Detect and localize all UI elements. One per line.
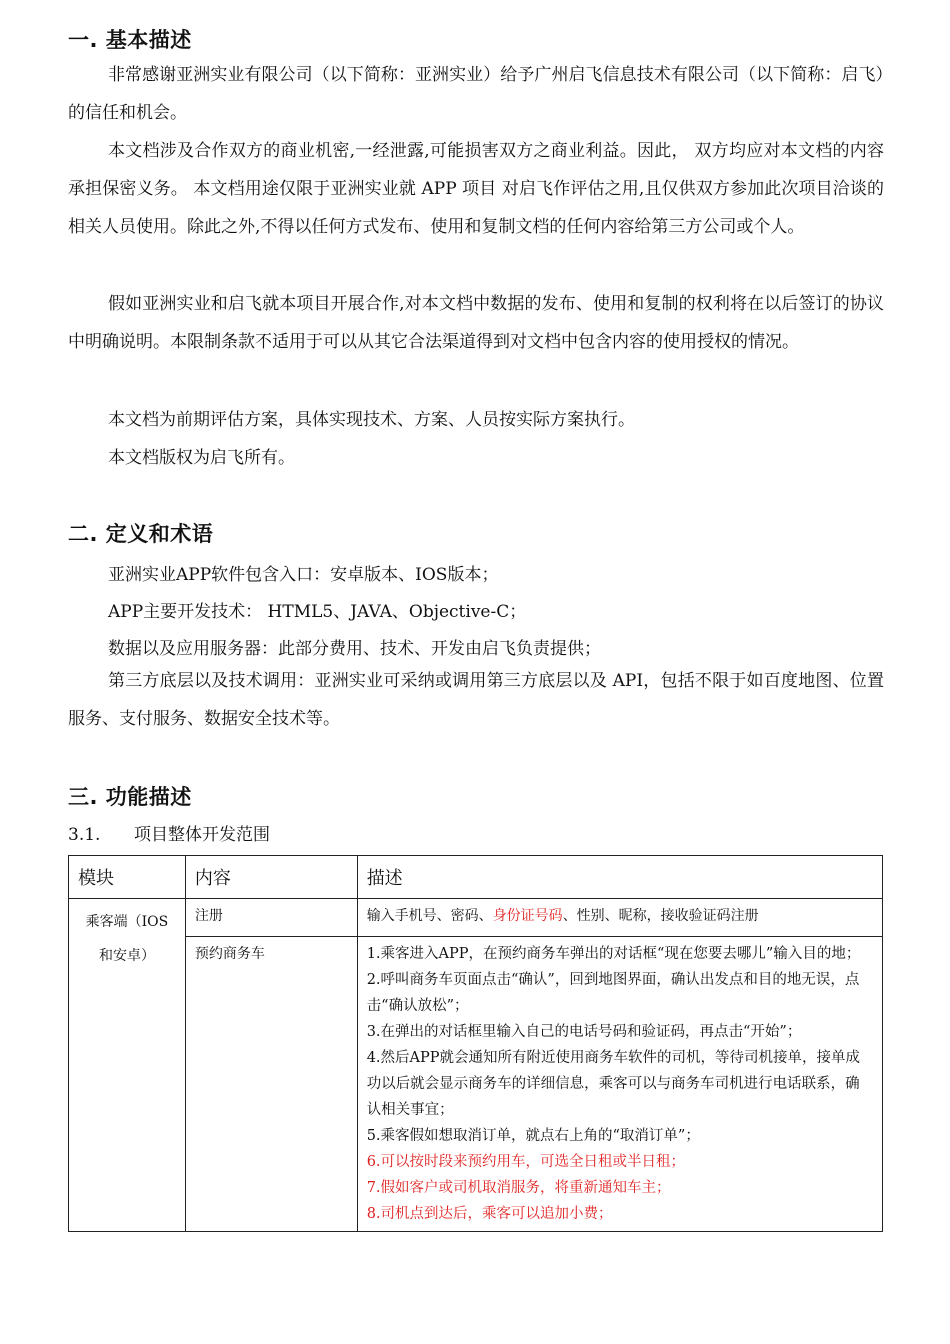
section1-para-4: 本文档为前期评估方案，具体实现技术、方案、人员按实际方案执行。 — [108, 410, 635, 430]
section3-heading: 三. 功能描述 — [68, 785, 192, 809]
term-line-3: 数据以及应用服务器：此部分费用、技术、开发由启飞负责提供； — [108, 639, 601, 659]
step-5: 5.乘客假如想取消订单，就点右上角的“取消订单”； — [366, 1128, 700, 1144]
step-6: 6.可以按时段来预约用车，可选全日租或半日租； — [366, 1154, 686, 1170]
section1-heading: 一. 基本描述 — [68, 28, 192, 52]
section1-para-2: 本文档涉及合作双方的商业机密,一经泄露,可能损害双方之商业利益。因此， 双方均应对本文档的内容承担保密义务。 本文档用途仅限于亚洲实业就 APP 项目 对启飞作评估之用,且仅供双方参加此次项目洽谈的相关人员使用。除此之外,不得以任何方式发布、使用和复制文档的任何内容给第三方公司或个人。 — [68, 141, 884, 237]
section1-para-1: 非常感谢亚洲实业有限公司（以下简称：亚洲实业）给予广州启飞信息技术有限公司（以下简称：启飞）的信任和机会。 — [68, 65, 884, 123]
description-cell-register — [357, 899, 882, 937]
term-line-1: 亚洲实业APP软件包含入口：安卓版本、IOS版本； — [108, 565, 499, 585]
table-header-row — [69, 856, 883, 899]
content-cell-booking: 预约商务车 — [185, 937, 357, 1232]
header-description: 描述 — [357, 856, 882, 899]
step-2: 2.呼叫商务车页面点击“确认”，回到地图界面，确认出发点和目的地无误，点击“确认放松”； — [366, 972, 860, 1014]
step-4: 4.然后APP就会通知所有附近使用商务车软件的司机，等待司机接单，接单成功以后就会显示商务车的详细信息，乘客可以与商务车司机进行电话联系，确认相关事宜； — [366, 1050, 861, 1118]
content-cell-register: 注册 — [185, 899, 357, 937]
subsection-label: 项目整体开发范围 — [134, 825, 270, 845]
module-line-1: 乘客端（IOS — [85, 914, 169, 930]
step-3: 3.在弹出的对话框里输入自己的电话号码和验证码，再点击“开始”； — [366, 1024, 802, 1040]
description-cell-booking — [357, 937, 882, 1232]
module-line-2: 和安卓） — [98, 948, 155, 964]
header-content: 内容 — [185, 856, 357, 899]
register-desc-start: 输入手机号、密码、 — [366, 908, 493, 924]
feature-table — [68, 855, 883, 1232]
register-desc-end: 、性别、昵称，接收验证码注册 — [562, 908, 759, 924]
section2-heading: 二. 定义和术语 — [68, 522, 214, 546]
term-line-2: APP主要开发技术： HTML5、JAVA、Objective-C； — [108, 602, 527, 622]
step-8: 8.司机点到达后，乘客可以追加小费； — [366, 1206, 613, 1222]
register-desc-idcard: 身份证号码 — [492, 908, 563, 924]
section1-para-5: 本文档版权为启飞所有。 — [108, 448, 295, 468]
term-paragraph: 第三方底层以及技术调用：亚洲实业可采纳或调用第三方底层以及 API，包括不限于如百度地图、位置服务、支付服务、数据安全技术等。 — [68, 671, 884, 729]
subsection-number: 3.1. — [68, 825, 101, 845]
module-cell — [69, 899, 186, 1232]
table-row — [69, 937, 883, 1232]
table-row — [69, 899, 883, 937]
header-module: 模块 — [69, 856, 186, 899]
subsection-title — [68, 820, 270, 845]
step-1: 1.乘客进入APP，在预约商务车弹出的对话框“现在您要去哪儿”输入目的地； — [366, 946, 861, 962]
step-7: 7.假如客户或司机取消服务，将重新通知车主； — [366, 1180, 671, 1196]
section1-para-3: 假如亚洲实业和启飞就本项目开展合作,对本文档中数据的发布、使用和复制的权利将在以后签订的协议中明确说明。本限制条款不适用于可以从其它合法渠道得到对文档中包含内容的使用授权的情况。 — [68, 294, 884, 352]
